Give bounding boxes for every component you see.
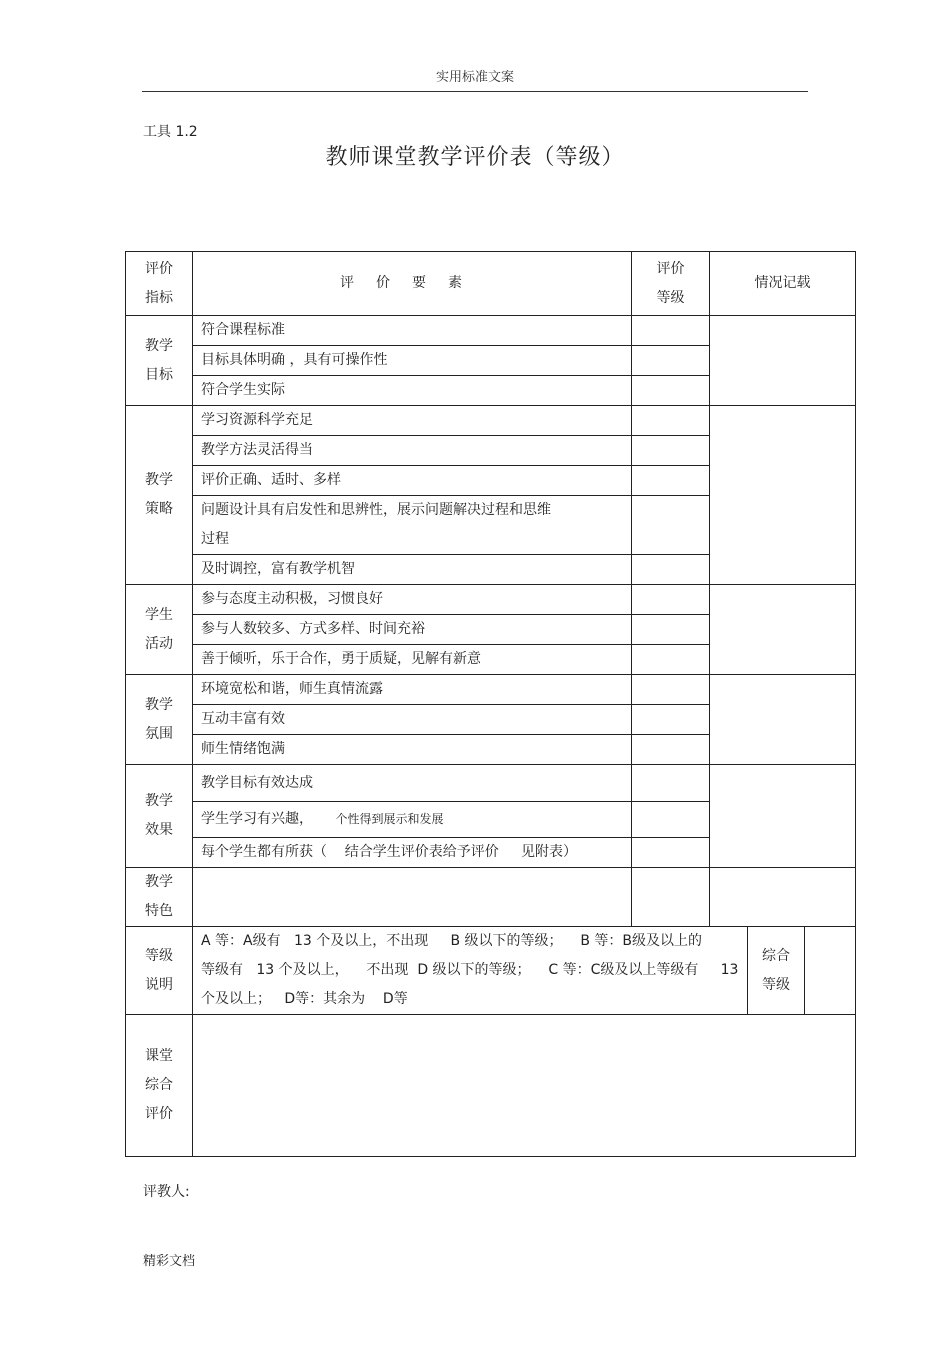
indicator-student-activity: 学生 活动: [126, 585, 193, 675]
grade-cell[interactable]: [632, 868, 710, 927]
grade-cell[interactable]: [632, 316, 710, 346]
element-text: 每个学生都有所获（ 结合学生评价表给予评价 见附表）: [193, 838, 632, 868]
element-text: 学习资源科学充足: [193, 406, 632, 436]
header-divider: [142, 91, 808, 92]
indicator-teaching-goal: 教学 目标: [126, 316, 193, 406]
grade-cell[interactable]: [632, 466, 710, 496]
element-text-multiline: 问题设计具有启发性和思辨性，展示问题解决过程和思维 过程: [193, 496, 632, 555]
table-row: [126, 406, 856, 436]
grade-cell[interactable]: [632, 838, 710, 868]
element-text: 善于倾听，乐于合作，勇于质疑，见解有新意: [193, 645, 632, 675]
indicator-teaching-effect: 教学 效果: [126, 765, 193, 868]
feature-content-cell[interactable]: [193, 868, 632, 927]
overall-grade-label: 综合 等级: [748, 927, 805, 1015]
document-title: 教师课堂教学评价表（等级）: [325, 145, 625, 170]
table-row: [126, 927, 856, 1015]
table-row: [126, 585, 856, 615]
element-text: 互动丰富有效: [193, 705, 632, 735]
indicator-class-overall-evaluation: 课堂 综合 评价: [126, 1015, 193, 1157]
header-grade: 评价 等级: [632, 252, 710, 316]
indicator-teaching-atmosphere: 教学 氛围: [126, 675, 193, 765]
header-elements: 评价要素: [193, 252, 632, 316]
page-footer: 精彩文档: [143, 1254, 196, 1269]
tool-label: 工具 1.2: [143, 124, 198, 140]
grade-cell[interactable]: [632, 436, 710, 466]
table-row: [126, 1015, 856, 1157]
element-text: 评价正确、适时、多样: [193, 466, 632, 496]
grade-cell[interactable]: [632, 675, 710, 705]
overall-evaluation-cell[interactable]: [193, 1015, 856, 1157]
evaluator-label: 评教人:: [143, 1184, 190, 1200]
header-indicator: 评价 指标: [126, 252, 193, 316]
element-text: 参与态度主动积极，习惯良好: [193, 585, 632, 615]
element-text: 教学方法灵活得当: [193, 436, 632, 466]
element-text: 符合学生实际: [193, 376, 632, 406]
grade-cell[interactable]: [632, 765, 710, 802]
table-row: [126, 765, 856, 802]
element-text: 学生学习有兴趣， 个性得到展示和发展: [193, 802, 632, 838]
table-row: [126, 675, 856, 705]
element-text: 及时调控，富有教学机智: [193, 555, 632, 585]
grade-cell[interactable]: [632, 802, 710, 838]
record-cell[interactable]: [710, 316, 856, 406]
grade-cell[interactable]: [632, 615, 710, 645]
evaluation-table: [125, 251, 856, 1157]
indicator-grade-description: 等级 说明: [126, 927, 193, 1015]
record-cell[interactable]: [710, 765, 856, 868]
element-text: 教学目标有效达成: [193, 765, 632, 802]
element-text: 参与人数较多、方式多样、时间充裕: [193, 615, 632, 645]
page-header: 实用标准文案: [435, 70, 514, 85]
grade-cell[interactable]: [632, 376, 710, 406]
grade-cell[interactable]: [632, 555, 710, 585]
element-text: 环境宽松和谐，师生真情流露: [193, 675, 632, 705]
table-row: [126, 868, 856, 927]
grade-cell[interactable]: [632, 406, 710, 436]
table-header-row: [126, 252, 856, 316]
header-record: 情况记载: [710, 252, 856, 316]
element-text: 目标具体明确 ，具有可操作性: [193, 346, 632, 376]
element-text: 师生情绪饱满: [193, 735, 632, 765]
grade-cell[interactable]: [632, 645, 710, 675]
record-cell[interactable]: [710, 406, 856, 585]
grade-cell[interactable]: [632, 496, 710, 555]
element-text: 符合课程标准: [193, 316, 632, 346]
grade-cell[interactable]: [632, 585, 710, 615]
grade-cell[interactable]: [632, 705, 710, 735]
table-row: [126, 316, 856, 346]
overall-grade-value-cell[interactable]: [805, 927, 856, 1015]
grade-cell[interactable]: [632, 735, 710, 765]
grade-cell[interactable]: [632, 346, 710, 376]
indicator-teaching-strategy: 教学 策略: [126, 406, 193, 585]
record-cell[interactable]: [710, 868, 856, 927]
record-cell[interactable]: [710, 585, 856, 675]
indicator-teaching-feature: 教学 特色: [126, 868, 193, 927]
grade-description-text: A 等：A级有 13 个及以上，不出现 B 级以下的等级； B 等：B级及以上的 等级有 13 个及以上， 不出现 D 级以下的等级； C 等：C级及以上等级有 13 个及以上； D等：其余为 D等: [193, 927, 748, 1015]
record-cell[interactable]: [710, 675, 856, 765]
